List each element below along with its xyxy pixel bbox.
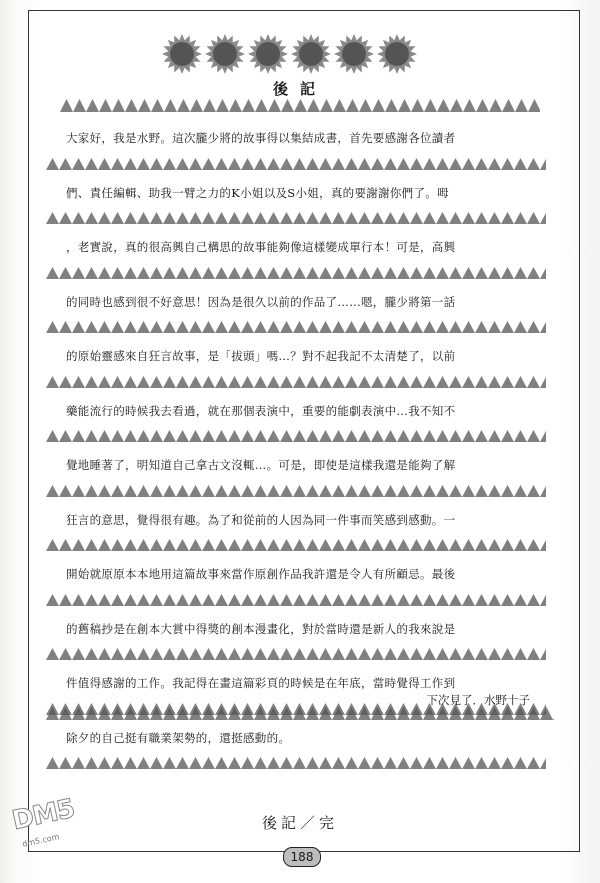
text-line-content: ，老實說，真的很高興自己構思的故事能夠像這樣變成單行本！可是，高興 <box>66 240 456 254</box>
text-line <box>60 391 540 446</box>
text-line <box>60 336 540 391</box>
text-line <box>60 173 540 228</box>
text-line <box>60 227 540 282</box>
text-line-content: 們、責任編輯、助我一臂之力的K小姐以及S小姐，真的要謝謝你們了。呣 <box>66 185 449 200</box>
triangle-border <box>46 211 546 224</box>
title-triangle-border <box>60 98 540 112</box>
text-line-content: 狂言的意思，覺得很有趣。為了和從前的人因為同一件事而笑感到感動。一 <box>66 512 456 527</box>
triangle-border <box>46 157 546 170</box>
text-line-content: 的同時也感到很不好意思！因為是很久以前的作品了……嗯，朧少將第一話 <box>66 294 456 309</box>
author-signature: 下次見了．水野十子 <box>426 693 530 707</box>
page-number: 188 <box>283 847 321 867</box>
triangle-border <box>46 756 546 769</box>
text-line <box>60 554 540 609</box>
text-line-content: 開始就原原本本地用這篇故事來當作原創作品我許還是令人有所顧忌。最後 <box>66 567 456 581</box>
text-line-content: 藥能流行的時候我去看過，就在那個表演中，重要的能劇表演中…我不知不 <box>66 403 456 418</box>
text-line <box>60 500 540 555</box>
triangle-border <box>46 484 546 497</box>
text-line <box>60 609 540 664</box>
triangle-border <box>46 266 546 279</box>
text-line-content: 覺地睡著了，明知道自己拿古文沒輒…。可是，即使是這樣我還是能夠了解 <box>66 458 456 472</box>
afterword-title: 後記 <box>272 80 327 98</box>
text-line <box>60 118 540 173</box>
text-line-content: 大家好，我是水野。這次朧少將的故事得以集結成書，首先要感謝各位讀者 <box>66 131 456 145</box>
text-line-content: 的舊稿抄是在創本大賞中得獎的創本漫畫化，對於當時還是新人的我來說是 <box>66 621 456 636</box>
afterword-text <box>60 118 540 772</box>
signature-triangle-border <box>46 706 554 720</box>
watermark-logo: DM5 <box>9 793 77 837</box>
triangle-border <box>46 647 546 660</box>
triangle-border <box>46 375 546 388</box>
text-line <box>60 445 540 500</box>
text-line <box>60 282 540 337</box>
triangle-border <box>46 429 546 442</box>
triangle-border <box>46 538 546 551</box>
text-line-content: 除夕的自己挺有職業架勢的，還挺感動的。 <box>66 730 291 745</box>
text-line <box>60 718 540 773</box>
end-mark: 後記／完 <box>261 814 338 832</box>
text-line-content: 的原始靈感來自狂言故事，是「拔頭」嗎…？對不起我記不太清楚了，以前 <box>66 349 456 363</box>
triangle-border <box>46 320 546 333</box>
text-line-content: 件值得感謝的工作。我記得在畫這篇彩頁的時候是在年底，當時覺得工作到 <box>66 676 456 690</box>
watermark-url: dm5.com <box>21 832 61 849</box>
triangle-border <box>46 593 546 606</box>
